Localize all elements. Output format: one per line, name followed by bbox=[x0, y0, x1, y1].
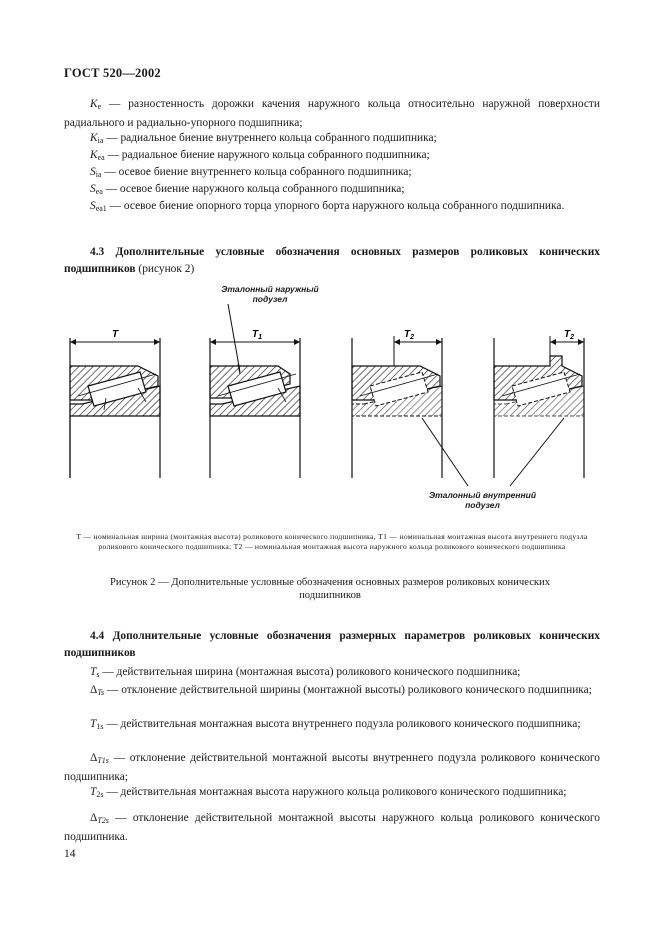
figure-2-caption: Рисунок 2 — Дополнительные условные обозначения основных размеров роликовых конических подшипников bbox=[109, 577, 551, 601]
section-4-4-heading: 4.4 Дополнительные условные обозначения размерных параметров роликовых конических подшипников bbox=[64, 630, 600, 659]
definition-kia: $K_{ia}$ — радиальное биение внутреннего кольца собранного подшипника; bbox=[90, 132, 437, 145]
dim-label-t1: $T_1$ bbox=[252, 329, 263, 341]
bearing-panel-3 bbox=[352, 336, 442, 478]
definition-delta-t1s: ΔT1s — отклонение действительной монтажной высоты внутреннего подузла роликового конического подшипника; bbox=[64, 752, 600, 783]
figure-2-bearing-diagram bbox=[60, 278, 605, 522]
bearing-panel-1 bbox=[70, 338, 160, 478]
definition-sia: $S_{ia}$ — осевое биение внутреннего кольца собранного подшипника; bbox=[90, 166, 412, 179]
definition-ke: $K_e$ — разностенность дорожки качения наружного кольца относительно наружной поверхности радиального и радиально-упорного подшипника; bbox=[64, 98, 600, 129]
definition-sea: $S_{ea}$ — осевое биение наружного кольца собранного подшипника; bbox=[90, 183, 405, 196]
page-number: 14 bbox=[64, 848, 76, 860]
bearing-panel-2 bbox=[210, 338, 300, 478]
definition-ts: Ts — действительная ширина (монтажная высота) роликового конического подшипника; bbox=[90, 666, 521, 679]
label-outer-subassembly: Эталонный наружный подузел bbox=[221, 284, 319, 304]
definition-t1s: T1s — действительная монтажная высота внутреннего подузла роликового конического подшипника; bbox=[90, 718, 581, 731]
definition-delta-t2s: ΔT2s — отклонение действительной монтажной высоты наружного кольца роликового конического подшипника. bbox=[64, 812, 600, 843]
dim-label-t: T bbox=[112, 329, 119, 340]
dim-label-t2b: $T_2$ bbox=[564, 329, 575, 341]
definition-t2s: T2s — действительная монтажная высота наружного кольца роликового конического подшипника; bbox=[90, 786, 567, 799]
definition-delta-ts: ΔTs — отклонение действительной ширины (монтажной высоты) роликового конического подшипника; bbox=[90, 684, 592, 697]
figure-2-note: T — номинальная ширина (монтажная высота) роликового конического подшипника, T1 — номинальная монтажная высота внутреннего подузла роликового конического подшипника; T2 — номинальная монтажная высота наружного кольца роликового конического подшипника bbox=[76, 532, 588, 551]
definition-kea: $K_{ea}$ — радиальное биение наружного кольца собранного подшипника; bbox=[90, 149, 430, 162]
document-header: ГОСТ 520—2002 bbox=[64, 66, 161, 80]
label-inner-subassembly: Эталонный внутренний подузел bbox=[428, 490, 537, 510]
section-4-3-heading: 4.3 Дополнительные условные обозначения основных размеров роликовых конических подшипников (рисунок 2) bbox=[64, 246, 600, 275]
definition-sea1: $S_{ea1}$ — осевое биение опорного торца упорного борта наружного кольца собранного подшипника. bbox=[90, 200, 565, 213]
bearing-panel-4 bbox=[494, 336, 584, 478]
dim-label-t2a: $T_2$ bbox=[404, 329, 415, 341]
